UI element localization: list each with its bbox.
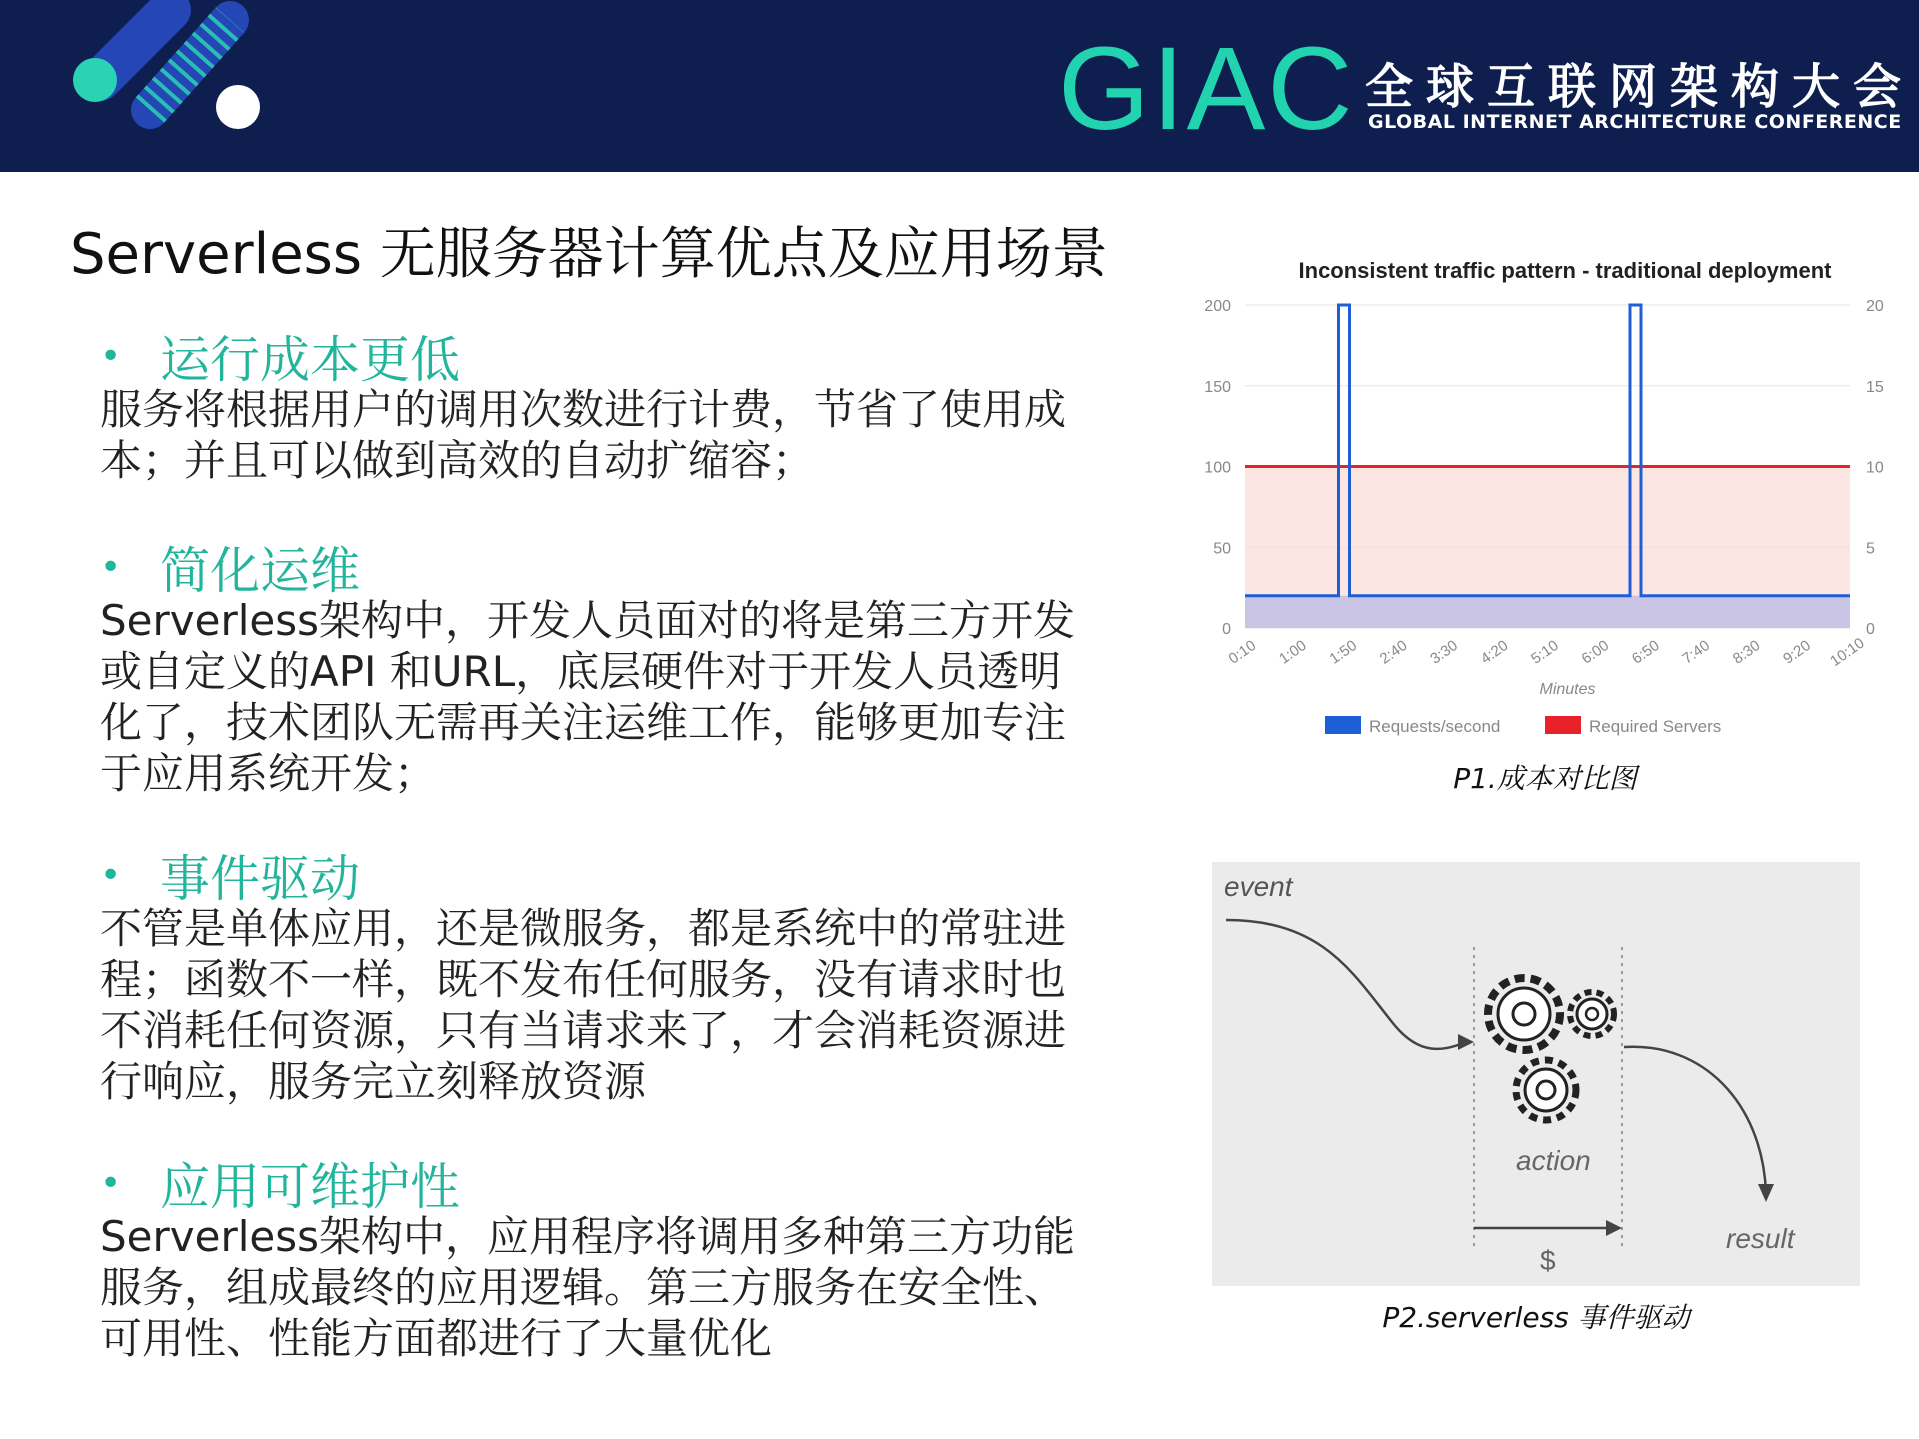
x-tick-label: 2:40 — [1376, 636, 1411, 668]
y-left-tick-label: 150 — [1204, 378, 1231, 396]
y-right-tick-label: 5 — [1866, 540, 1875, 558]
event-driven-diagram — [1212, 862, 1860, 1286]
y-right-tick-label: 15 — [1866, 378, 1884, 396]
bullet-heading: 应用可维护性 — [160, 1158, 460, 1216]
x-tick-label: 7:40 — [1679, 636, 1714, 668]
y-right-tick-label: 0 — [1866, 621, 1875, 638]
bullet-dot-icon: • — [100, 546, 122, 588]
conference-title-cn: 全球互联网架构大会 — [1365, 59, 1915, 115]
bullet-heading: 运行成本更低 — [160, 331, 460, 389]
event-label: event — [1224, 871, 1293, 902]
action-label: action — [1516, 1145, 1591, 1176]
bullet-section — [100, 322, 1090, 486]
bullet-heading: 简化运维 — [160, 542, 360, 600]
legend-swatch-requests — [1325, 716, 1361, 734]
cost-comparison-chart — [1185, 240, 1905, 760]
bullet-dot-icon: • — [100, 1162, 122, 1204]
y-left-tick-label: 100 — [1204, 459, 1231, 477]
bullet-text: 服务将根据用户的调用次数进行计费，节省了使用成本；并且可以做到高效的自动扩缩容； — [100, 385, 1067, 485]
cost-label: $ — [1540, 1245, 1556, 1276]
y-right-tick-label: 10 — [1866, 459, 1884, 477]
conference-title-en: GLOBAL INTERNET ARCHITECTURE CONFERENCE — [1368, 111, 1902, 133]
legend-label-requests: Requests/second — [1369, 717, 1501, 736]
bullet-text: Serverless架构中，应用程序将调用多种第三方功能服务，组成最终的应用逻辑。第三方服务在安全性、可用性、性能方面都进行了大量优化 — [100, 1212, 1076, 1363]
x-tick-label: 5:10 — [1528, 636, 1562, 668]
bullet-text: Serverless架构中，开发人员面对的将是第三方开发或自定义的API 和URL，底层硬件对于开发人员透明化了，技术团队无需再关注运维工作，能够更加专注于应用系统开发； — [100, 596, 1076, 798]
bullet-dot-icon: • — [100, 854, 122, 896]
x-tick-label: 4:20 — [1477, 636, 1512, 668]
x-tick-label: 3:30 — [1427, 636, 1461, 668]
gear-icon — [1570, 992, 1614, 1036]
requests-area — [1245, 596, 1850, 628]
figure1-caption: P1.成本对比图 — [1453, 762, 1637, 795]
header-banner — [0, 0, 1919, 172]
y-right-tick-label: 20 — [1866, 298, 1884, 315]
bullet-dot-icon: • — [100, 335, 122, 377]
legend-label-servers: Required Servers — [1589, 717, 1722, 736]
x-tick-label: 6:50 — [1628, 636, 1663, 668]
x-tick-label: 1:00 — [1275, 636, 1310, 668]
x-tick-label: 8:30 — [1729, 636, 1764, 668]
legend-swatch-servers — [1545, 716, 1581, 734]
slide-title: Serverless 无服务器计算优点及应用场景 — [70, 222, 1108, 287]
x-tick-label: 1:50 — [1326, 636, 1361, 668]
bullet-text: 不管是单体应用，还是微服务，都是系统中的常驻进程；函数不一样，既不发布任何服务，没有请求时也不消耗任何资源，只有当请求来了，才会消耗资源进行响应，服务完立刻释放资源 — [100, 904, 1067, 1106]
x-axis-label: Minutes — [1539, 681, 1596, 698]
y-left-tick-label: 50 — [1213, 540, 1231, 558]
bullet-section — [100, 841, 1090, 1107]
bullet-section — [100, 1149, 1090, 1364]
y-left-tick-label: 200 — [1204, 298, 1231, 315]
result-label: result — [1726, 1223, 1795, 1254]
giac-logo-mark — [0, 0, 300, 172]
x-tick-label: 0:10 — [1225, 636, 1260, 668]
figure2-caption: P2.serverless 事件驱动 — [1382, 1301, 1690, 1334]
chart-title: Inconsistent traffic pattern - traditional deployment — [1298, 258, 1832, 283]
x-tick-label: 9:20 — [1780, 636, 1814, 668]
x-tick-label: 10:10 — [1827, 634, 1868, 671]
bullet-heading: 事件驱动 — [160, 850, 360, 908]
x-tick-label: 6:00 — [1578, 636, 1613, 668]
bullet-section — [100, 533, 1090, 799]
y-left-tick-label: 0 — [1222, 621, 1231, 638]
brand-logo-text: GIAC — [1058, 23, 1355, 155]
